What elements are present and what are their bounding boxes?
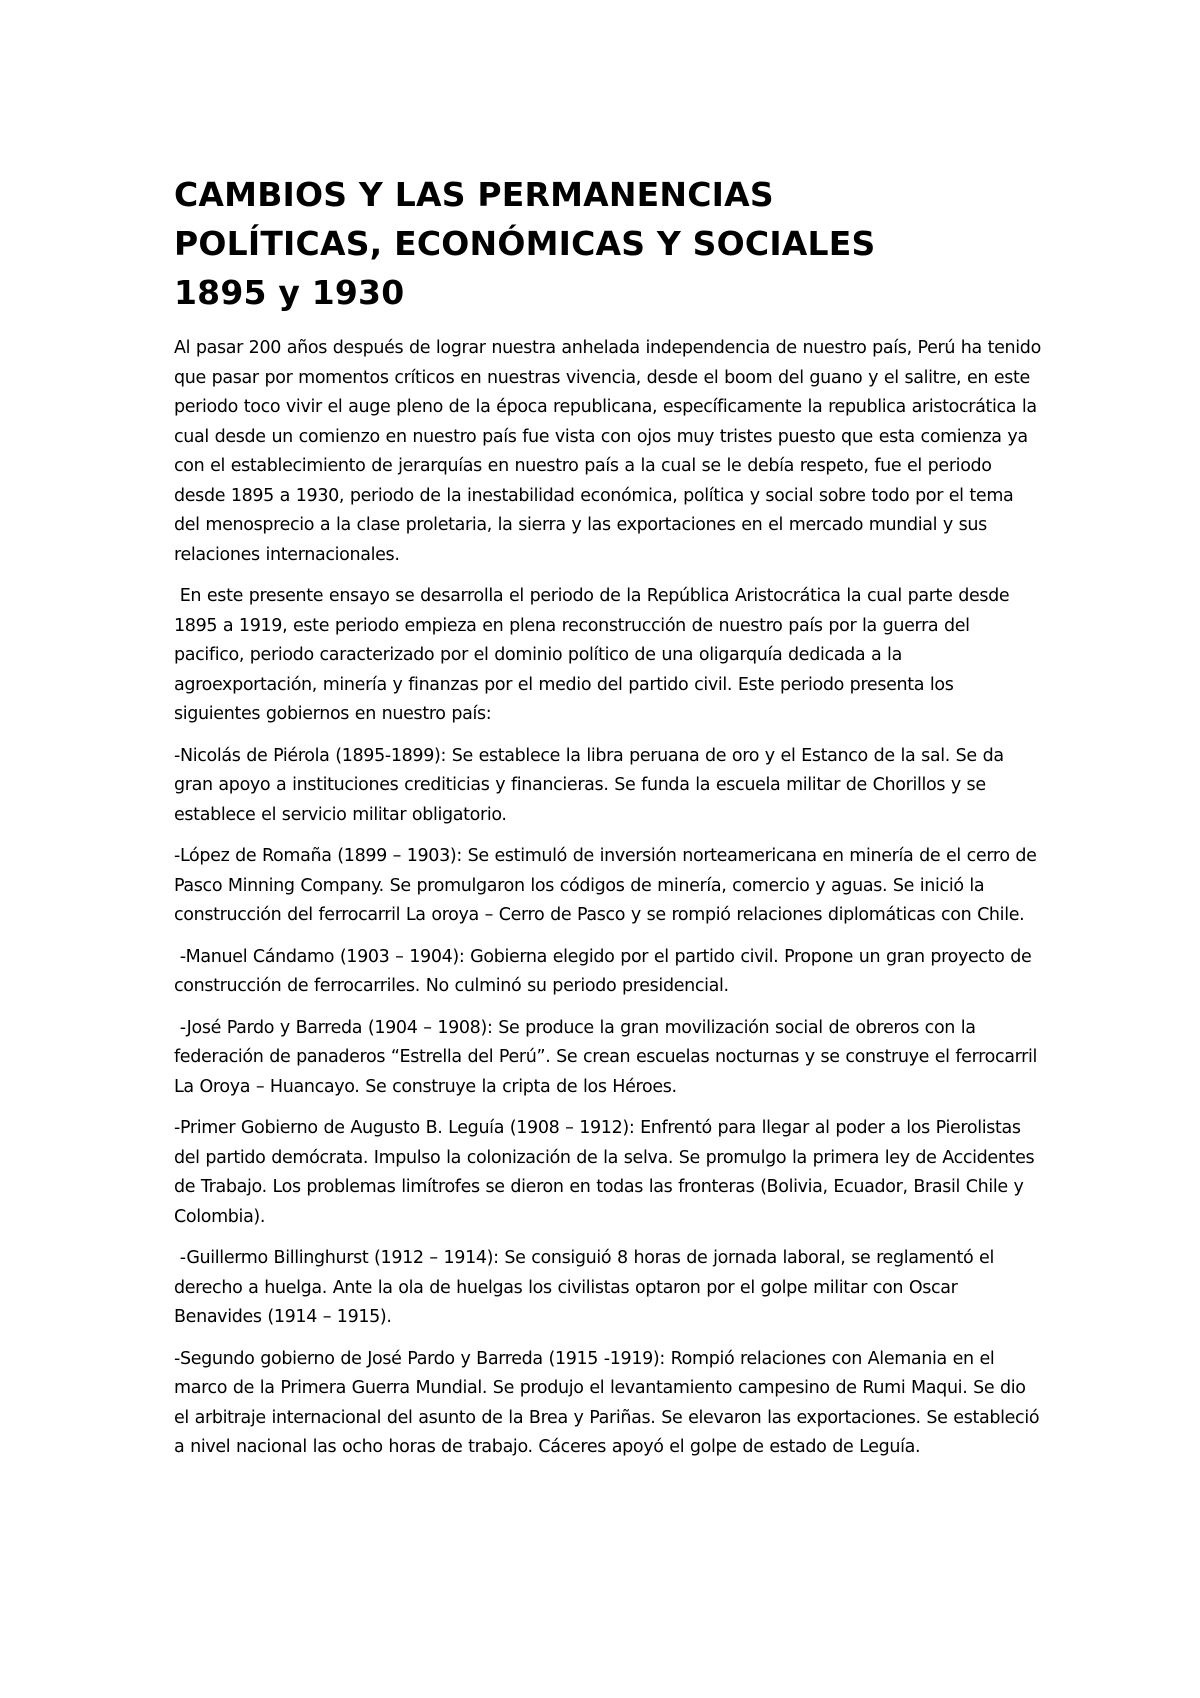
government-leguia-first-paragraph: -Primer Gobierno de Augusto B. Leguía (1908 – 1912): Enfrentó para llegar al poder a los Pierolistas del partido demócrata. Impulso la colonización de la selva. Se promulgo la primera ley de Accidentes de Trabajo. Los problemas limítrofes se dieron en todas las fronteras (Bolivia, Ecuador, Brasil Chile y Colombia). [174, 1118, 1035, 1227]
government-romana-paragraph: -López de Romaña (1899 – 1903): Se estimuló de inversión norteamericana en minería de el cerro de Pasco Minning Company. Se promulgaron los códigos de minería, comercio y aguas. Se inició la construcción del ferrocarril La oroya – Cerro de Pasco y se rompió relaciones diplomáticas con Chile. [174, 846, 1037, 925]
title-line: POLÍTICAS, ECONÓMICAS Y SOCIALES [174, 224, 876, 263]
government-candamo-paragraph: -Manuel Cándamo (1903 – 1904): Gobierna elegido por el partido civil. Propone un gran proyecto de construcción de ferrocarriles. No culminó su periodo presidencial. [174, 946, 1038, 996]
government-pardo-second-paragraph: -Segundo gobierno de José Pardo y Barreda (1915 -1919): Rompió relaciones con Alemania en el marco de la Primera Guerra Mundial. Se produjo el levantamiento campesino de Rumi Maqui. Se dio el arbitraje internacional del asunto de la Brea y Pariñas. Se elevaron las exportaciones. Se estableció a nivel nacional las ocho horas de trabajo. Cáceres apoyó el golpe de estado de Leguía. [174, 1348, 1040, 1457]
government-billinghurst-paragraph: -Guillermo Billinghurst (1912 – 1914): Se consiguió 8 horas de jornada laboral, se reglamentó el derecho a huelga. Ante la ola de huelgas los civilistas optaron por el golpe militar con Oscar Benavides (1914 – 1915). [174, 1248, 1000, 1327]
document-body [174, 170, 1044, 1475]
title-line: 1895 y 1930 [174, 273, 405, 312]
intro-paragraph: Al pasar 200 años después de lograr nuestra anhelada independencia de nuestro país, Perú ha tenido que pasar por momentos críticos en nuestras vivencia, desde el boom del guano y el salitre, en este periodo toco vivir el auge pleno de la época republicana, específicamente la republica aristocrática la cual desde un comienzo en nuestro país fue vista con ojos muy tristes puesto que esta comienza ya con el establecimiento de jerarquías en nuestro país a la cual se le debía respeto, fue el periodo desde 1895 a 1930, periodo de la inestabilidad económica, política y social sobre todo por el tema del menosprecio a la clase proletaria, la sierra y las exportaciones en el mercado mundial y sus relaciones internacionales. [174, 338, 1041, 565]
government-pierola-paragraph: -Nicolás de Piérola (1895-1899): Se establece la libra peruana de oro y el Estanco de la sal. Se da gran apoyo a instituciones crediticias y financieras. Se funda la escuela militar de Chorillos y se establece el servicio militar obligatorio. [174, 745, 1004, 825]
title-line: CAMBIOS Y LAS PERMANENCIAS [174, 175, 774, 214]
government-pardo-first-paragraph: -José Pardo y Barreda (1904 – 1908): Se produce la gran movilización social de obreros con la federación de panaderos “Estrella del Perú”. Se crean escuelas nocturnas y se construye el ferrocarril La Oroya – Huancayo. Se construye la cripta de los Héroes. [174, 1017, 1043, 1097]
essay-scope-paragraph: En este presente ensayo se desarrolla el periodo de la República Aristocrática la cual parte desde 1895 a 1919, este periodo empieza en plena reconstrucción de nuestro país por la guerra del pacifico, periodo caracterizado por el dominio político de una oligarquía dedicada a la agroexportación, minería y finanzas por el medio del partido civil. Este periodo presenta los siguientes gobiernos en nuestro país: [174, 586, 1016, 724]
document-title [174, 170, 1044, 317]
